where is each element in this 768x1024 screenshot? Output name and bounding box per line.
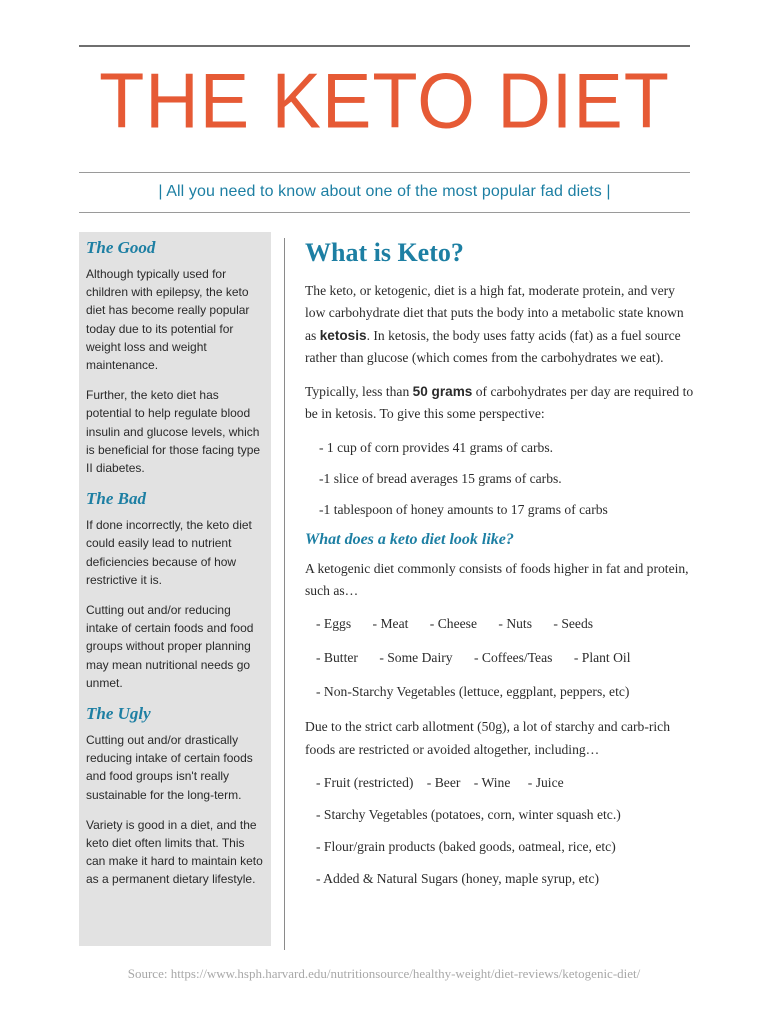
ugly-paragraph-1: Cutting out and/or drastically reducing intake of certain foods and food groups isn't really sustainable for the long-term.: [86, 733, 253, 802]
food-item: - Nuts: [498, 616, 532, 632]
restricted-item: - Added & Natural Sugars (honey, maple syrup, etc): [316, 870, 599, 886]
good-paragraph-1: Although typically used for children with epilepsy, the keto diet has become really popular today due to its potential for weight loss and weight maintenance.: [86, 267, 250, 373]
subtitle-top-rule: [79, 172, 690, 173]
foods-row: [316, 614, 695, 634]
restricted-item: - Starchy Vegetables (potatoes, corn, winter squash etc.): [316, 806, 621, 822]
ugly-paragraph-2: Variety is good in a diet, and the keto diet often limits that. This can make it hard to maintain keto as a permanent dietary lifestyle.: [86, 817, 263, 887]
intro-text-a: The keto, or ketogenic, diet is a high fat, moderate protein, and very low carbohydrate diet that puts the body into a metabolic state known as: [305, 283, 684, 343]
intro-text-b: . In ketosis, the body uses fatty acids (fat) as a fuel source rather than glucose (which comes from the carbohydrates we eat).: [305, 327, 681, 365]
restrict-intro: Due to the strict carb allotment (50g), a lot of starchy and carb-rich foods are restricted or avoided altogether, including…: [305, 719, 671, 757]
food-item: - Plant Oil: [573, 650, 631, 666]
example-item: - 1 cup of corn provides 41 grams of carbs.: [319, 439, 554, 455]
bad-section: [86, 489, 263, 692]
good-paragraph-2: Further, the keto diet has potential to help regulate blood insulin and glucose levels, which is beneficial for those facing type II diabetes.: [86, 388, 261, 476]
diet-look-heading: What does a keto diet look like?: [305, 530, 514, 548]
food-item: - Eggs: [316, 616, 352, 632]
column-divider: [284, 238, 285, 950]
example-item: -1 slice of bread averages 15 grams of carbs.: [319, 470, 562, 486]
top-rule: [79, 45, 690, 47]
page-subtitle: | All you need to know about one of the most popular fad diets |: [158, 183, 611, 200]
carb-paragraph: [305, 381, 695, 426]
carb-limit: 50 grams: [412, 384, 473, 400]
restricted-row: [316, 773, 695, 793]
ketosis-term: ketosis: [319, 327, 367, 343]
foods-intro: A ketogenic diet commonly consists of foods higher in fat and protein, such as…: [305, 560, 689, 599]
bad-paragraph-1: If done incorrectly, the keto diet could easily lead to nutrient deficiencies because of how restrictive it is.: [86, 518, 252, 587]
carb-text-a: Typically, less than: [305, 384, 413, 400]
good-heading: The Good: [86, 238, 156, 257]
main-content: [305, 236, 695, 901]
foods-row: [316, 648, 695, 668]
foods-row: - Non-Starchy Vegetables (lettuce, eggplant, peppers, etc): [316, 684, 630, 700]
food-item: - Seeds: [553, 616, 594, 632]
restricted-item: - Flour/grain products (baked goods, oatmeal, rice, etc): [316, 838, 616, 854]
example-item: -1 tablespoon of honey amounts to 17 grams of carbs: [319, 501, 608, 517]
bad-paragraph-2: Cutting out and/or reducing intake of certain foods and food groups without proper planning may mean nutritional needs go unmet.: [86, 603, 254, 690]
good-section: [86, 238, 263, 477]
restricted-item: - Wine: [473, 774, 511, 790]
ugly-section: [86, 704, 263, 889]
bad-heading: The Bad: [86, 489, 146, 509]
restricted-item: - Fruit (restricted): [316, 774, 414, 790]
restricted-item: - Juice: [527, 774, 564, 790]
ugly-heading: The Ugly: [86, 704, 151, 724]
subtitle-bottom-rule: [79, 212, 690, 213]
intro-paragraph: [305, 280, 695, 369]
food-item: - Cheese: [429, 616, 477, 632]
food-item: - Coffees/Teas: [473, 650, 553, 666]
food-item: - Some Dairy: [379, 650, 453, 666]
main-title: What is Keto?: [305, 238, 464, 267]
source-citation: Source: https://www.hsph.harvard.edu/nutritionsource/healthy-weight/diet-reviews/ketogenic-diet/: [127, 966, 641, 981]
food-item: - Butter: [316, 650, 358, 666]
carb-text-b: of carbohydrates per day are required to be in ketosis. To give this some perspective:: [305, 384, 694, 422]
food-item: - Meat: [372, 616, 409, 632]
page-title: THE KETO DIET: [99, 56, 670, 145]
restricted-item: - Beer: [426, 774, 461, 790]
sidebar: [79, 232, 271, 946]
